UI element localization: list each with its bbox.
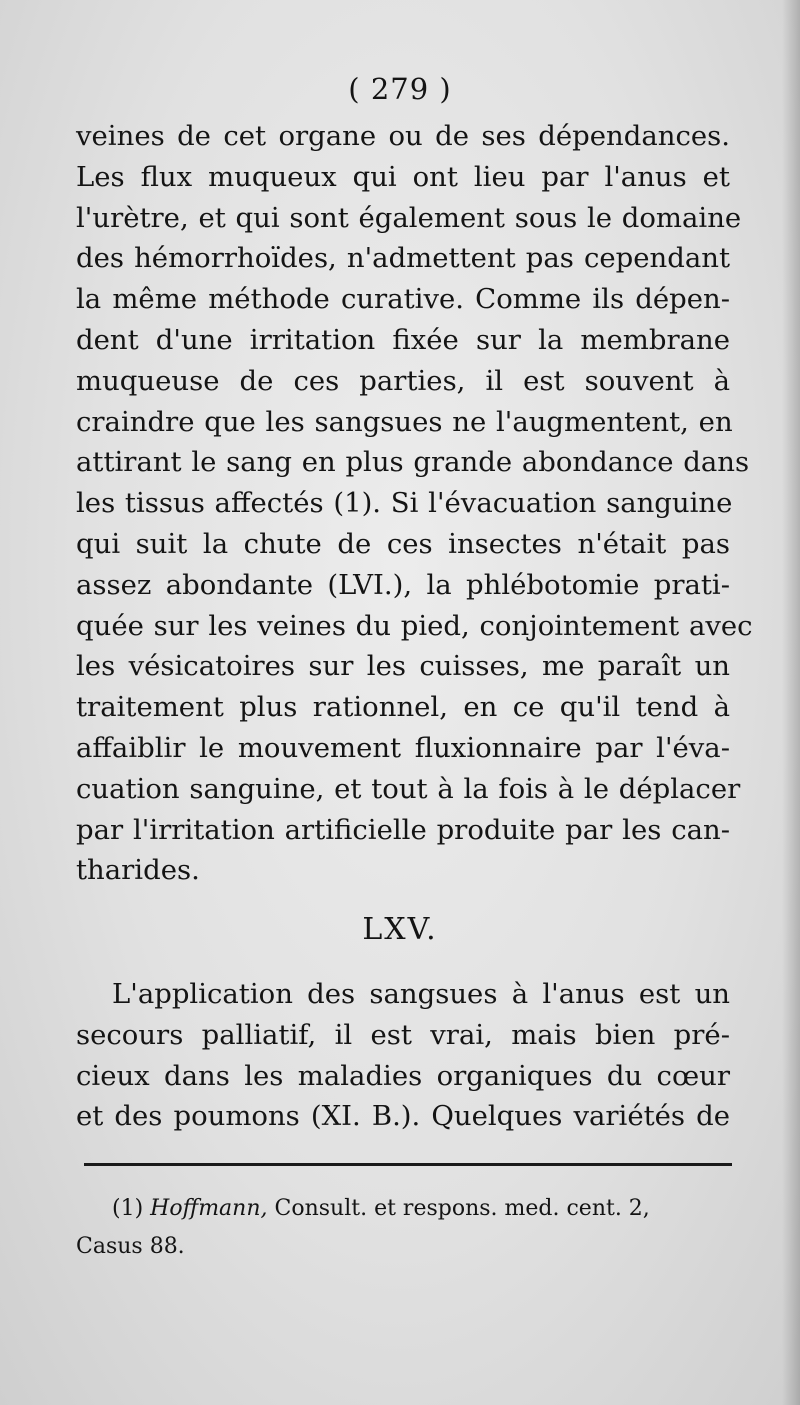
text-line: l'urètre, et qui sont également sous le domaine xyxy=(76,201,742,234)
text-line: assez abondante (LVI.), la phlébotomie prati- xyxy=(76,568,730,601)
text-line: muqueuse de ces parties, il est souvent à xyxy=(76,364,730,397)
text-line: traitement plus rationnel, en ce qu'il tend à xyxy=(76,691,730,724)
footnote-line xyxy=(76,1190,752,1228)
text-line: affaiblir le mouvement fluxionnaire par l'éva- xyxy=(76,731,730,764)
text-line: craindre que les sangsues ne l'augmentent, en xyxy=(76,405,733,438)
footnote-text: Consult. et respons. med. cent. 2, xyxy=(274,1196,650,1221)
text-line: tharides. xyxy=(76,854,200,887)
footnote-marker: (1) xyxy=(112,1196,144,1221)
text-line: quée sur les veines du pied, conjointement avec xyxy=(76,609,753,642)
text-line: des hémorrhoïdes, n'admettent pas cependant xyxy=(76,242,730,275)
page-number: ( 279 ) xyxy=(348,72,452,106)
text-line: Les flux muqueux qui ont lieu par l'anus et xyxy=(76,160,730,193)
text-line: veines de cet organe ou de ses dépendances. xyxy=(76,120,730,152)
footnote-author: Hoffmann, xyxy=(150,1196,268,1221)
text-line: la même méthode curative. Comme ils dépen- xyxy=(76,283,730,316)
text-line: secours palliatif, il est vrai, mais bien pré- xyxy=(76,1018,730,1051)
text-line: par l'irritation artificielle produite par les can- xyxy=(76,813,730,846)
text-line: attirant le sang en plus grande abondance dans xyxy=(76,446,750,479)
footnote-divider xyxy=(84,1163,732,1166)
section-heading: LXV. xyxy=(362,912,438,947)
paragraph-main xyxy=(76,116,753,891)
paragraph-section xyxy=(76,974,730,1137)
text-line: dent d'une irritation fixée sur la membrane xyxy=(76,323,730,356)
text-line: qui suit la chute de ces insectes n'était pas xyxy=(76,527,730,560)
text-line: cuation sanguine, et tout à la fois à le déplacer xyxy=(76,772,741,805)
text-line: L'application des sangsues à l'anus est un xyxy=(112,978,730,1010)
text-line: et des poumons (XI. B.). Quelques variétés de xyxy=(76,1100,730,1133)
text-line: cieux dans les maladies organiques du cœur xyxy=(76,1059,730,1092)
text-line: les tissus affectés (1). Si l'évacuation sanguine xyxy=(76,487,733,520)
footnote-continuation: Casus 88. xyxy=(76,1234,185,1259)
text-line: les vésicatoires sur les cuisses, me paraît un xyxy=(76,650,730,683)
footnote xyxy=(76,1190,752,1266)
